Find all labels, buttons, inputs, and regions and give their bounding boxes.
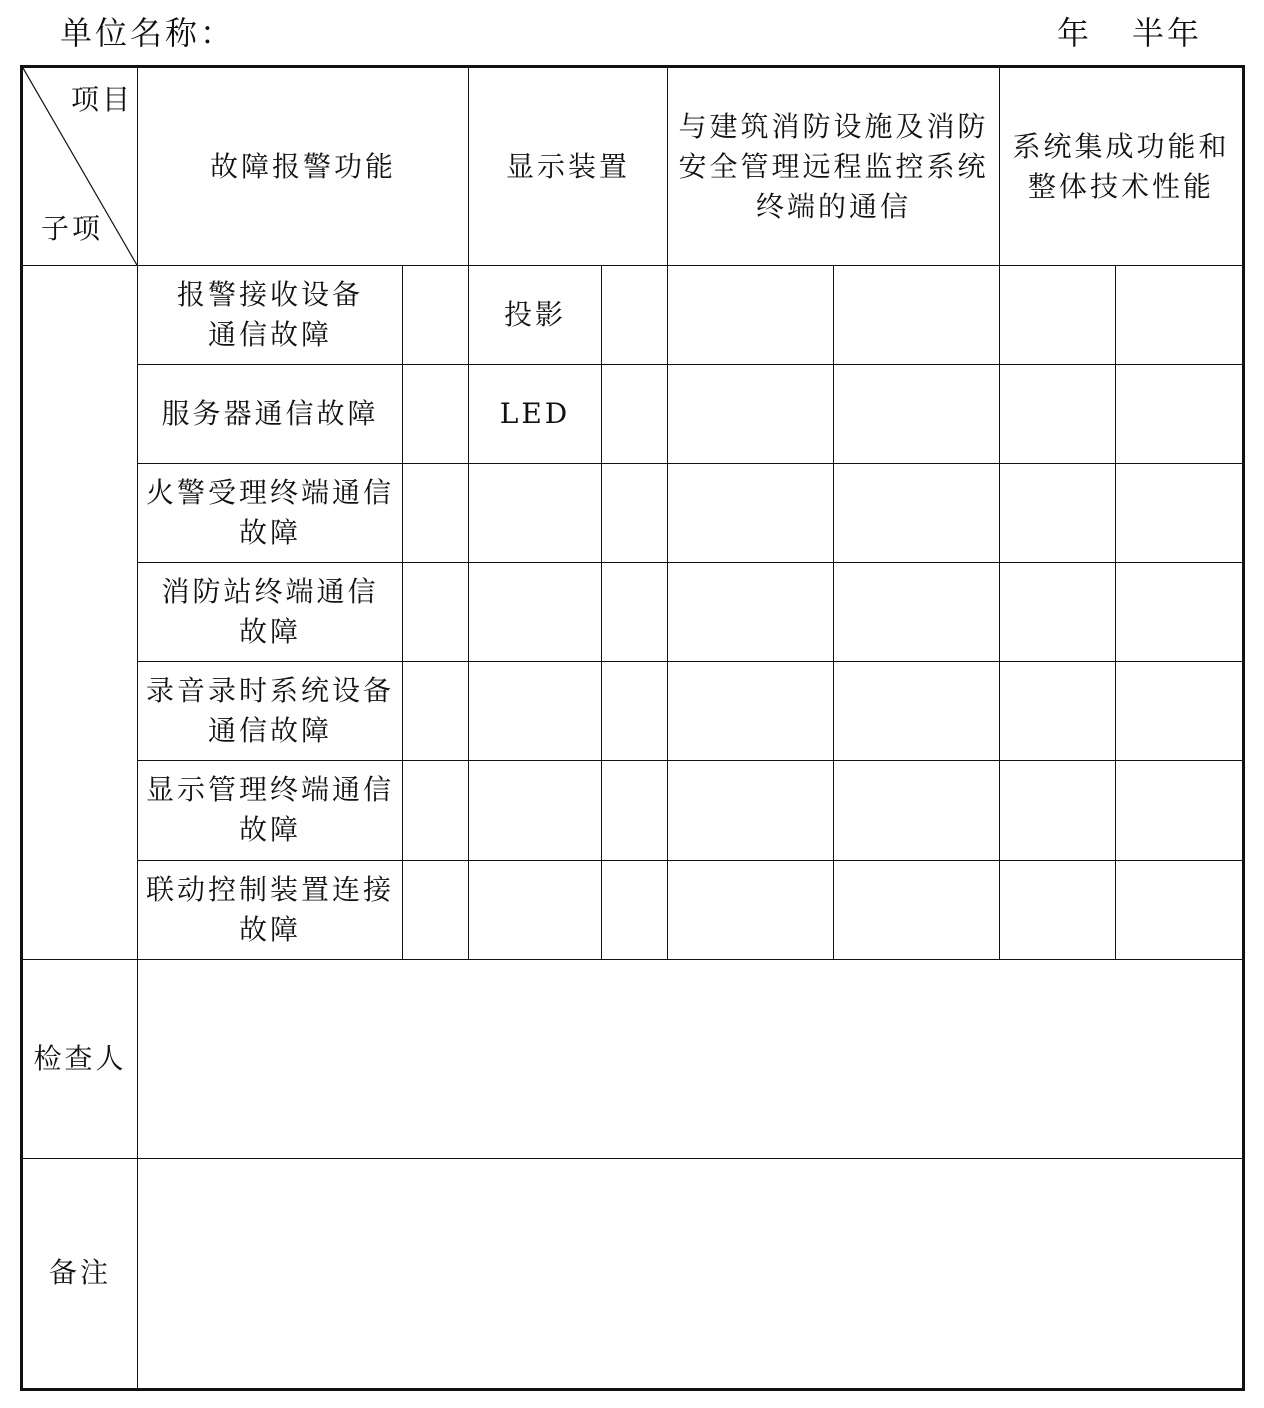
inspector-label: 检查人 [22, 959, 138, 1158]
column-header-fault-alarm: 故障报警功能 [138, 67, 469, 266]
fault-check-cell [403, 662, 469, 761]
fault-item-label: 显示管理终端通信故障 [138, 761, 403, 860]
corner-cell [22, 67, 138, 266]
table-row [22, 464, 1244, 563]
blank-cell [1000, 464, 1116, 563]
fault-check-cell [403, 860, 469, 959]
blank-cell [1116, 860, 1244, 959]
display-check-cell [602, 563, 668, 662]
fault-check-cell [403, 563, 469, 662]
blank-cell [1116, 464, 1244, 563]
inspection-table [20, 65, 1245, 1391]
blank-cell [834, 266, 1000, 365]
table-row [22, 662, 1244, 761]
row-group-blank [22, 266, 138, 959]
display-check-cell [602, 761, 668, 860]
table-row [22, 365, 1244, 464]
table-row [22, 563, 1244, 662]
blank-cell [834, 365, 1000, 464]
blank-cell [668, 266, 834, 365]
fault-item-label: 消防站终端通信故障 [138, 563, 403, 662]
inspector-row [22, 959, 1244, 1158]
fault-check-cell [403, 464, 469, 563]
remarks-label: 备注 [22, 1158, 138, 1389]
blank-cell [1116, 266, 1244, 365]
blank-cell [1000, 662, 1116, 761]
display-item-label [469, 860, 602, 959]
inspector-field[interactable] [138, 959, 1244, 1158]
blank-cell [668, 464, 834, 563]
corner-top-label: 项目 [70, 83, 133, 116]
year-label: 年 [1056, 14, 1092, 52]
blank-cell [668, 662, 834, 761]
blank-cell [1116, 761, 1244, 860]
blank-cell [1000, 860, 1116, 959]
remarks-field[interactable] [138, 1158, 1244, 1389]
blank-cell [1116, 365, 1244, 464]
display-item-label [469, 464, 602, 563]
fault-item-label: 联动控制装置连接故障 [138, 860, 403, 959]
blank-cell [834, 563, 1000, 662]
blank-cell [1116, 662, 1244, 761]
blank-cell [1000, 563, 1116, 662]
display-check-cell [602, 662, 668, 761]
column-header-integration: 系统集成功能和整体技术性能 [1000, 67, 1244, 266]
fault-item-label: 报警接收设备通信故障 [138, 266, 403, 365]
display-item-label [469, 563, 602, 662]
fault-check-cell [403, 761, 469, 860]
display-item-label [469, 662, 602, 761]
corner-bottom-label: 子项 [41, 212, 104, 246]
blank-cell [1000, 266, 1116, 365]
blank-cell [834, 860, 1000, 959]
fault-item-label: 录音录时系统设备通信故障 [138, 662, 403, 761]
table-row [22, 266, 1244, 365]
table-row [22, 860, 1244, 959]
column-header-display: 显示装置 [469, 67, 668, 266]
fault-item-label: 火警受理终端通信故障 [138, 464, 403, 563]
blank-cell [834, 761, 1000, 860]
blank-cell [668, 761, 834, 860]
fault-item-label: 服务器通信故障 [138, 365, 403, 464]
blank-cell [668, 860, 834, 959]
fault-check-cell [403, 266, 469, 365]
blank-cell [668, 365, 834, 464]
display-check-cell [602, 464, 668, 563]
blank-cell [1000, 365, 1116, 464]
remarks-row [22, 1158, 1244, 1389]
display-item-label [469, 761, 602, 860]
fault-check-cell [403, 365, 469, 464]
table-row [22, 761, 1244, 860]
blank-cell [1000, 761, 1116, 860]
period-labels [1057, 8, 1202, 54]
display-check-cell [602, 860, 668, 959]
display-item-label: 投影 [469, 266, 602, 365]
display-item-label: LED [469, 365, 602, 464]
blank-cell [1116, 563, 1244, 662]
column-header-communication: 与建筑消防设施及消防安全管理远程监控系统终端的通信 [668, 67, 1000, 266]
blank-cell [834, 464, 1000, 563]
blank-cell [834, 662, 1000, 761]
blank-cell [668, 563, 834, 662]
display-check-cell [602, 365, 668, 464]
unit-name-label: 单位名称： [60, 14, 236, 52]
half-year-label: 半年 [1131, 14, 1202, 52]
header-row [22, 67, 1244, 266]
display-check-cell [602, 266, 668, 365]
